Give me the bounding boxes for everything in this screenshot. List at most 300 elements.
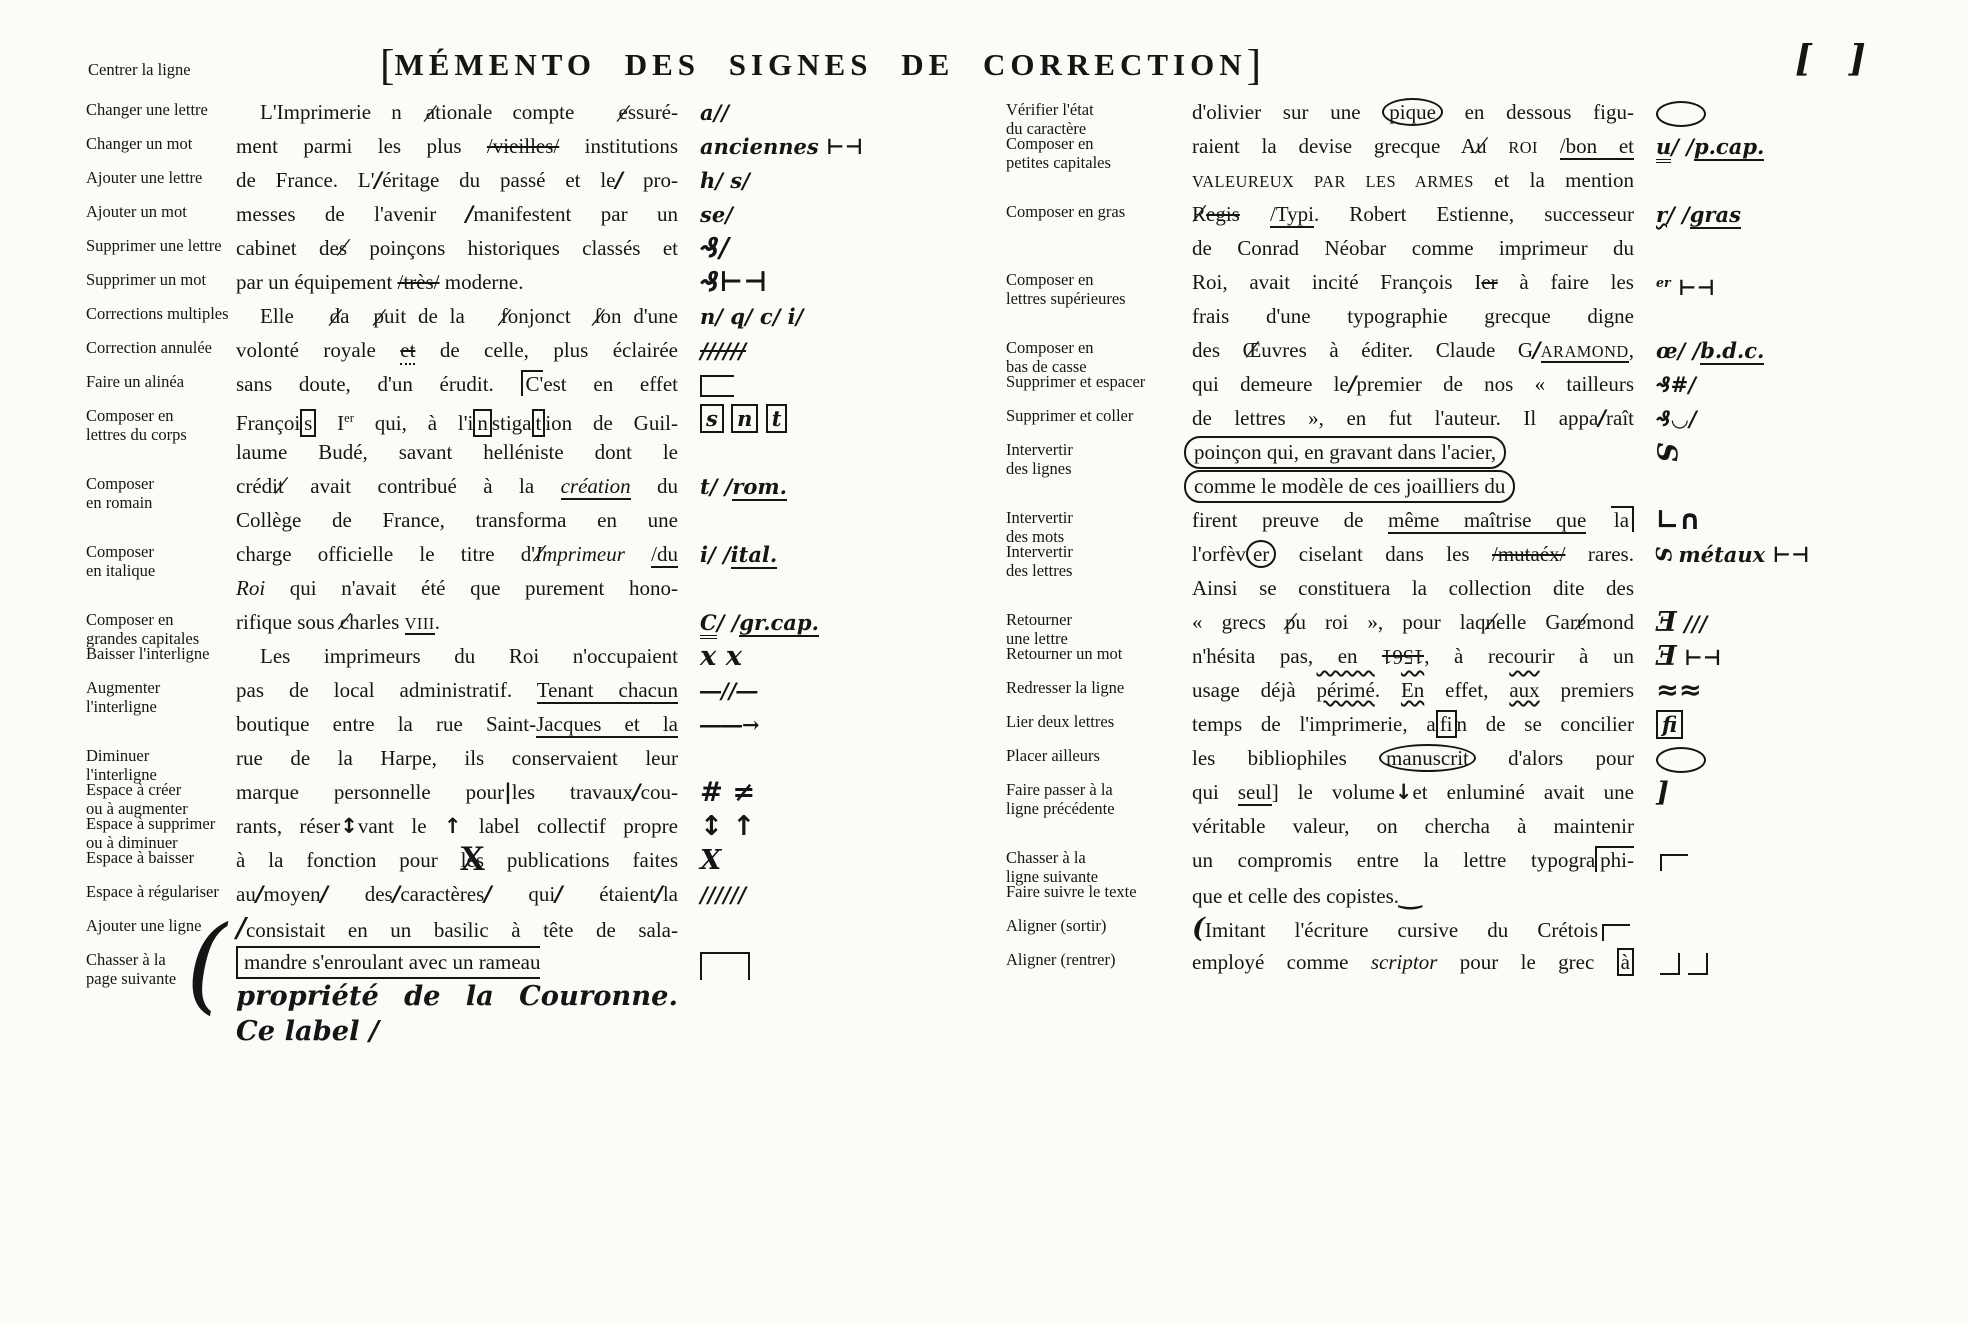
text-run: stiga [491, 411, 532, 435]
text-run: éritage du passé et le [382, 168, 616, 192]
ellipse-mark [1656, 101, 1706, 127]
text-run: des [328, 882, 393, 906]
ubox-mark [700, 952, 750, 980]
text-run: du [630, 474, 679, 498]
text-run: les travaux [511, 780, 633, 804]
instruction-label: Composer en grandes capitales [86, 610, 200, 648]
correction-row [1006, 776, 1966, 818]
margin-correction-mark [1634, 130, 1966, 164]
text-run: s / [339, 232, 347, 265]
correction-row [1006, 844, 1966, 886]
text-run: l'orfèv [1192, 542, 1246, 566]
text-run: / [615, 168, 624, 192]
correction-row [1006, 912, 1966, 946]
correction-row [86, 538, 1004, 580]
specimen-text-line [236, 742, 678, 776]
instruction-label: Aligner (rentrer) [1006, 950, 1116, 969]
instruction-label: Composer en italique [86, 542, 156, 580]
text-run: / [236, 912, 246, 944]
text-run: rom. [732, 474, 787, 499]
text-run: ] [1656, 776, 1669, 808]
text-run: aux [1509, 678, 1540, 702]
margin-correction-mark [1634, 198, 1966, 232]
text-run: et enluminé avait une [1412, 780, 1634, 804]
text-run: temps de l'imprimerie, a [1192, 712, 1436, 736]
margin-correction-mark [1634, 708, 1966, 742]
text-run: a / [402, 96, 435, 129]
text-run: ////// [700, 338, 747, 363]
text-run: ↕ [340, 814, 358, 838]
text-run: ₰#/ [1656, 372, 1696, 397]
specimen-text-line [236, 130, 678, 164]
text-run: c / [340, 606, 349, 639]
text-run: Roi [236, 576, 266, 600]
specimen-text-line [236, 334, 678, 368]
text-run: Françoi [236, 411, 301, 435]
text-run: ciselant dans les [1276, 542, 1492, 566]
text-run: volonté royale [236, 338, 401, 362]
title-right-bracket-mark: ] [1246, 41, 1262, 89]
correction-row [1006, 232, 1966, 266]
text-run: moyen [263, 882, 321, 906]
text-run: Jacques et la [536, 712, 679, 736]
text-run: vant le [357, 814, 444, 838]
text-run: ₰⊢⊣ [700, 266, 768, 298]
specimen-text-line [1192, 368, 1634, 402]
text-run: onjonct [507, 304, 571, 328]
text-run: consistait en un basilic à tête de sala- [245, 918, 678, 942]
text-run: ROI [1508, 138, 1538, 157]
correction-row [86, 640, 1004, 674]
instruction-label: Retourner un mot [1006, 644, 1123, 663]
correction-row [1006, 402, 1966, 436]
correction-row [1006, 334, 1966, 376]
text-run: caractères [400, 882, 485, 906]
text-run: s [700, 404, 724, 433]
text-run: S [1650, 442, 1683, 463]
specimen-text-line [236, 912, 678, 946]
text-run: L'Imprimerie n [260, 100, 402, 124]
text-run: seul [1237, 780, 1272, 804]
text-run: d'olivier sur une [1192, 100, 1383, 124]
text-run: même maîtrise que [1388, 508, 1587, 532]
correction-row [86, 776, 1004, 818]
text-run: er [1246, 540, 1276, 568]
correction-row [1006, 130, 1966, 172]
instruction-label [1006, 810, 1192, 815]
specimen-text-line [1192, 300, 1634, 334]
text-run: u roi », pour laq [1295, 610, 1486, 634]
text-run: effet, [1424, 678, 1510, 702]
specimen-text-line [236, 708, 678, 742]
text-run: Les imprimeurs du Roi n'occupaient [260, 644, 678, 668]
text-run: ſ / [571, 300, 601, 333]
text-run: | [504, 780, 512, 804]
specimen-text-line [1192, 198, 1634, 232]
text-run: t/ / [700, 474, 733, 499]
text-run: des [1192, 338, 1243, 362]
cbr-mark [1660, 953, 1680, 975]
bracketL-mark [700, 375, 734, 397]
text-run: Elle [260, 304, 306, 328]
text-run: / [255, 882, 264, 906]
margin-correction-mark [678, 232, 1004, 267]
text-run: de celle, plus éclairée [415, 338, 678, 362]
margin-correction-mark [678, 810, 1004, 845]
text-run: VIII [404, 614, 435, 633]
text-run: uit de la [384, 304, 477, 328]
left-column [86, 96, 1004, 1047]
text-run: / / [1667, 202, 1690, 227]
text-run: par un équipement [236, 270, 398, 294]
text-run: manifestent par un [473, 202, 678, 226]
text-run: frais d'une typographie grecque digne [1192, 304, 1634, 328]
text-run: / [320, 882, 329, 906]
text-run: . Robert Estienne, successeur [1313, 202, 1634, 226]
text-run: S [1651, 546, 1677, 563]
text-run: 1561 [1382, 645, 1425, 669]
text-run [1487, 134, 1509, 158]
ctl-mark [1602, 924, 1630, 941]
instruction-label: Espace à baisser [86, 848, 195, 867]
text-run: ∟∩ [1656, 505, 1702, 536]
specimen-text-line [1192, 606, 1634, 640]
instruction-label: Placer ailleurs [1006, 746, 1100, 765]
ctl-mark [1660, 854, 1688, 871]
text-run: mprimeur [542, 542, 625, 566]
text-run: p / [350, 300, 385, 333]
text-run: ―//― [700, 678, 758, 703]
specimen-text-line [1192, 436, 1634, 470]
instruction-label: Baisser l'interligne [86, 644, 210, 663]
text-run: / [655, 882, 663, 906]
instruction-label-centrer-la-ligne: Centrer la ligne [88, 60, 191, 79]
instruction-label: Vérifier l'état du caractère [1006, 100, 1094, 138]
text-run: p / [1285, 606, 1296, 639]
correction-row [86, 334, 1004, 368]
text-run: laume Budé, savant helléniste dont le [236, 440, 678, 464]
correction-row [86, 368, 1004, 402]
specimen-text-line [236, 436, 678, 470]
instruction-label: Composer en romain [86, 474, 154, 512]
specimen-text-line [236, 470, 678, 504]
specimen-text-line [236, 198, 678, 232]
text-run: / [392, 882, 401, 906]
margin-correction-mark [1634, 844, 1966, 877]
text-run [1538, 134, 1560, 158]
specimen-text-line [1192, 572, 1634, 606]
text-run: la [662, 882, 678, 906]
text-run: scriptor [1370, 950, 1438, 974]
specimen-text-line [1192, 878, 1634, 912]
margin-correction-mark [1634, 96, 1966, 129]
text-run: ⊢⊣ [1676, 645, 1722, 670]
instruction-label: Espace à régulariser [86, 882, 219, 901]
specimen-text-line [236, 232, 678, 266]
text-run: comme le modèle de ces joailliers du [1184, 470, 1515, 503]
text-run: Œ / [1243, 334, 1262, 367]
text-run: I / [535, 538, 542, 571]
specimen-text-line [236, 946, 678, 980]
text-run: a [340, 304, 350, 328]
text-run: ≈≈ [1656, 675, 1702, 706]
text-run: gr.cap. [739, 610, 819, 635]
correction-row [86, 232, 1004, 266]
instruction-label: Composer en petites capitales [1006, 134, 1111, 172]
specimen-text-line [1192, 776, 1634, 810]
text-run: x x [700, 640, 743, 672]
text-run: à [1617, 948, 1634, 976]
text-run: ( [1192, 912, 1205, 944]
text-run: f / [477, 300, 508, 333]
text-run: création [560, 474, 631, 498]
instruction-label: Changer une lettre [86, 100, 208, 119]
specimen-text-line [236, 878, 678, 912]
text-run: Ǝ [1656, 606, 1677, 638]
text-run: fi [1656, 710, 1683, 739]
margin-correction-mark [678, 164, 1004, 198]
specimen-text-line [1192, 504, 1634, 538]
specimen-text-line [236, 504, 678, 538]
text-run: pro- [623, 168, 678, 192]
instruction-label: Chasser à la ligne suivante [1006, 848, 1099, 886]
text-run: un compromis entre la lettre typogra [1192, 848, 1596, 872]
text-run: on d'une [600, 304, 678, 328]
text-run: b.d.c. [1700, 338, 1765, 363]
text-run: véritable valeur, on chercha à maintenir [1192, 814, 1634, 838]
text-run: tionale compte [435, 100, 595, 124]
correction-row [1006, 878, 1966, 912]
instruction-label [1006, 470, 1192, 475]
correction-row [1006, 198, 1966, 232]
instruction-label: Correction annulée [86, 338, 212, 357]
instruction-label: Espace à supprimer ou à diminuer [86, 814, 216, 852]
margin-correction-mark [678, 844, 1004, 879]
text-run: la [1611, 506, 1634, 532]
instruction-label: Supprimer une lettre [86, 236, 222, 255]
specimen-text-line [1192, 912, 1634, 946]
instruction-label: Redresser la ligne [1006, 678, 1125, 697]
margin-correction-mark [1634, 504, 1966, 539]
text-run: / [555, 882, 563, 906]
text-run: rue de la Harpe, ils conservaient leur [236, 746, 678, 770]
text-run: rifique sous [236, 610, 340, 634]
instruction-label: Intervertir des lettres [1006, 542, 1073, 580]
text-run: sans doute, d'un érudit. [236, 372, 521, 396]
title-left-bracket-mark: [ [380, 41, 395, 89]
instruction-label: Intervertir des mots [1006, 508, 1073, 546]
margin-correction-mark [1634, 436, 1966, 471]
text-run: raît [1606, 406, 1634, 430]
specimen-text-line [1192, 810, 1634, 844]
text-run: métaux ⊢⊣ [1671, 542, 1810, 567]
margin-correction-mark [678, 402, 1004, 436]
instruction-label: Changer un mot [86, 134, 193, 153]
text-run: / / [716, 610, 740, 635]
instruction-label [1006, 232, 1192, 237]
ellipse-mark [1656, 747, 1706, 773]
text-run: n / [1485, 606, 1496, 639]
text-run: n [731, 404, 758, 433]
margin-correction-mark [678, 776, 1004, 811]
text-run: poinçons historiques classés et [347, 236, 679, 260]
specimen-text-line [236, 980, 678, 1047]
text-run: et la mention [1473, 168, 1634, 192]
text-run: et [400, 338, 415, 365]
text-run: raient la devise grecque A [1192, 134, 1477, 158]
text-run: qui, à l'i [353, 411, 474, 435]
text-run: / [633, 780, 641, 804]
text-run: premiers [1539, 678, 1634, 702]
text-run: usage déjà [1192, 678, 1317, 702]
instruction-label: Composer en bas de casse [1006, 338, 1094, 376]
specimen-text-line [236, 300, 678, 334]
text-run: t [766, 404, 788, 433]
instruction-label: Corrections multiples [86, 304, 229, 323]
margin-correction-mark [1634, 674, 1966, 709]
text-run: n'hésita pas, en [1192, 644, 1383, 668]
correction-row [86, 266, 1004, 300]
specimen-text-line [1192, 742, 1634, 776]
text-run: VALEUREUX PAR LES ARMES [1192, 172, 1474, 191]
correction-row [86, 130, 1004, 164]
text-run: ////// [700, 882, 747, 907]
text-run: au [236, 882, 256, 906]
margin-correction-mark [1634, 640, 1966, 675]
text-run: / [1533, 338, 1541, 362]
text-run: cabinet de [236, 236, 339, 260]
instruction-label: Composer en gras [1006, 202, 1126, 221]
text-run: œ/ / [1656, 338, 1701, 363]
text-run: / [465, 202, 474, 226]
text-run: d / [306, 300, 341, 333]
instruction-label: Faire suivre le texte [1006, 882, 1137, 901]
specimen-text-line [236, 538, 678, 572]
text-run: C [700, 610, 717, 639]
text-run: t / [278, 470, 284, 503]
margin-correction-mark [678, 198, 1004, 232]
text-run: C' [521, 370, 544, 396]
text-run: / [1598, 406, 1607, 430]
text-run: u / [1476, 130, 1487, 163]
text-run: firent preuve de [1192, 508, 1388, 532]
instruction-label [86, 708, 236, 713]
instruction-label: Espace à créer ou à augmenter [86, 780, 188, 818]
text-run: de lettres », en fut l'auteur. Il appa [1192, 406, 1599, 430]
text-run: Ainsi se constituera la collection dite des [1192, 576, 1634, 600]
text-run: s [300, 409, 316, 437]
page-title [380, 40, 1261, 90]
instruction-label [1006, 300, 1192, 305]
text-run: ssuré- [627, 100, 678, 124]
instruction-label [86, 436, 236, 441]
correction-row [86, 402, 1004, 444]
text-run: qui [1192, 780, 1238, 804]
text-run: ₰/ [700, 232, 729, 264]
text-run: crédi [236, 474, 278, 498]
text-run: ↓ [1394, 780, 1413, 804]
text-run: /du [651, 542, 678, 566]
margin-correction-mark [1634, 742, 1966, 775]
text-run: boutique entre la rue Saint- [236, 712, 537, 736]
specimen-text-line [1192, 844, 1634, 878]
text-run: premier de nos « tailleurs [1356, 372, 1635, 396]
correction-row [1006, 368, 1966, 402]
title-text: MÉMENTO DES SIGNES DE CORRECTION [394, 47, 1247, 82]
text-run: étaient [562, 882, 656, 906]
text-run: anciennes ⊢⊣ [700, 134, 864, 159]
correction-row [86, 300, 1004, 334]
text-run: R / [1192, 198, 1206, 231]
specimen-text-line [1192, 130, 1634, 164]
margin-correction-mark [678, 470, 1004, 504]
specimen-text-line [236, 96, 678, 130]
margin-correction-mark [678, 368, 1004, 401]
specimen-text-line [1192, 164, 1634, 198]
text-run: avait contribué à la [283, 474, 561, 498]
margin-correction-mark [1634, 266, 1966, 305]
text-run: t [532, 409, 546, 437]
text-run: moderne. [439, 270, 524, 294]
instruction-label: Aligner (sortir) [1006, 916, 1107, 935]
instruction-label: Retourner une lettre [1006, 610, 1072, 648]
text-run: ital. [730, 542, 778, 567]
text-run: pas de local administratif. [236, 678, 537, 702]
correction-row [86, 742, 1004, 784]
text-run: propriété de la Couronne. Ce label / [236, 980, 678, 1047]
text-run: marque personnelle pour [236, 780, 505, 804]
specimen-text-line [1192, 334, 1634, 368]
text-run: /très/ [397, 270, 440, 294]
instruction-label [86, 504, 236, 509]
specimen-text-line [236, 402, 678, 436]
text-run: de France. L' [236, 168, 375, 192]
correction-row [1006, 266, 1966, 308]
margin-correction-mark [678, 606, 1004, 640]
text-run: ↕ ↑ [700, 811, 756, 842]
text-run: fi [1436, 710, 1457, 738]
specimen-text-line [1192, 96, 1634, 130]
text-run: ] le volume [1271, 780, 1395, 804]
text-run: i/ / [700, 542, 731, 567]
margin-correction-mark [678, 640, 1004, 675]
text-run: / [374, 168, 383, 192]
margin-correction-mark [678, 878, 1004, 912]
specimen-text-line [1192, 674, 1634, 708]
right-column [1006, 96, 1966, 980]
margin-correction-mark [1634, 402, 1966, 436]
correction-row [1006, 96, 1966, 138]
instruction-label: Ajouter un mot [86, 202, 187, 221]
text-run: label collectif propre [461, 814, 678, 838]
instruction-label: Chasser à la page suivante [86, 950, 177, 988]
text-run: I [316, 411, 345, 435]
text-run: ↑ [443, 814, 462, 838]
text-run: u [1656, 134, 1671, 163]
text-run: Collège de France, transforma en une [236, 508, 678, 532]
center-line-margin-mark: [ ] [1795, 38, 1878, 80]
correction-row [86, 606, 1004, 648]
text-run: pique [1382, 98, 1443, 126]
margin-correction-mark [678, 130, 1004, 164]
specimen-text-line [236, 266, 678, 300]
text-run: publications faites [484, 848, 678, 872]
correction-row [86, 470, 1004, 512]
specimen-text-line [236, 606, 678, 640]
correction-row [1006, 742, 1966, 776]
text-run: manuscrit [1379, 744, 1476, 772]
specimen-text-line [236, 368, 678, 402]
